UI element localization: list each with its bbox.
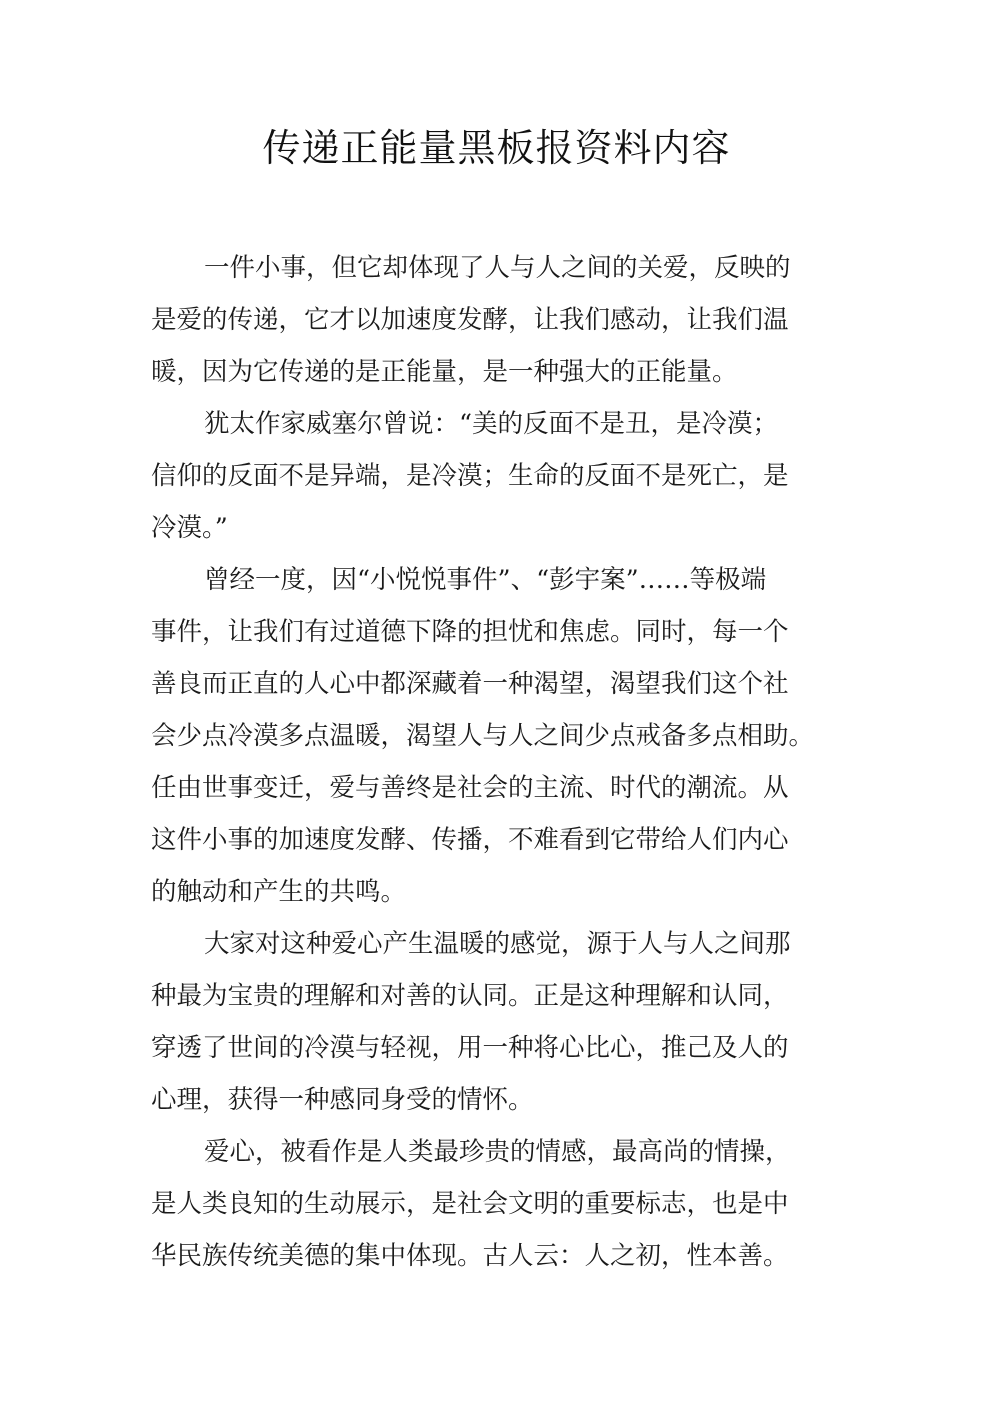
paragraph-3-line-3: 善良而正直的人心中都深藏着一种渴望，渴望我们这个社 xyxy=(151,669,789,699)
paragraph-3-line-7: 的触动和产生的共鸣。 xyxy=(151,877,407,907)
document-title: 传递正能量黑板报资料内容 xyxy=(262,126,731,170)
paragraph-4-line-2: 种最为宝贵的理解和对善的认同。正是这种理解和认同， xyxy=(151,981,789,1011)
paragraph-2-line-1: 犹太作家威塞尔曾说：“美的反面不是丑，是冷漠； xyxy=(204,409,779,439)
paragraph-2-line-2: 信仰的反面不是异端，是冷漠；生命的反面不是死亡，是 xyxy=(151,461,789,491)
paragraph-2-line-3: 冷漠。” xyxy=(151,513,228,543)
paragraph-5-line-1: 爱心，被看作是人类最珍贵的情感，最高尚的情操， xyxy=(204,1137,791,1167)
paragraph-5-line-2: 是人类良知的生动展示，是社会文明的重要标志，也是中 xyxy=(151,1189,789,1219)
paragraph-3-line-6: 这件小事的加速度发酵、传播，不难看到它带给人们内心 xyxy=(151,825,789,855)
paragraph-4-line-1: 大家对这种爱心产生温暖的感觉，源于人与人之间那 xyxy=(204,929,791,959)
paragraph-4-line-3: 穿透了世间的冷漠与轻视，用一种将心比心，推己及人的 xyxy=(151,1033,789,1063)
paragraph-4-line-4: 心理，获得一种感同身受的情怀。 xyxy=(151,1085,534,1115)
paragraph-3-line-5: 任由世事变迁，爱与善终是社会的主流、时代的潮流。从 xyxy=(151,773,789,803)
paragraph-3-line-1: 曾经一度，因“小悦悦事件”、“彭宇案”……等极端 xyxy=(204,565,767,595)
paragraph-1-line-3: 暖，因为它传递的是正能量，是一种强大的正能量。 xyxy=(151,357,738,387)
paragraph-5-line-3: 华民族传统美德的集中体现。古人云：人之初，性本善。 xyxy=(151,1241,789,1271)
paragraph-1-line-2: 是爱的传递，它才以加速度发酵，让我们感动，让我们温 xyxy=(151,305,789,335)
paragraph-1-line-1: 一件小事，但它却体现了人与人之间的关爱，反映的 xyxy=(204,253,791,283)
paragraph-3-line-4: 会少点冷漠多点温暖，渴望人与人之间少点戒备多点相助。 xyxy=(151,721,815,751)
paragraph-3-line-2: 事件，让我们有过道德下降的担忧和焦虑。同时，每一个 xyxy=(151,617,789,647)
